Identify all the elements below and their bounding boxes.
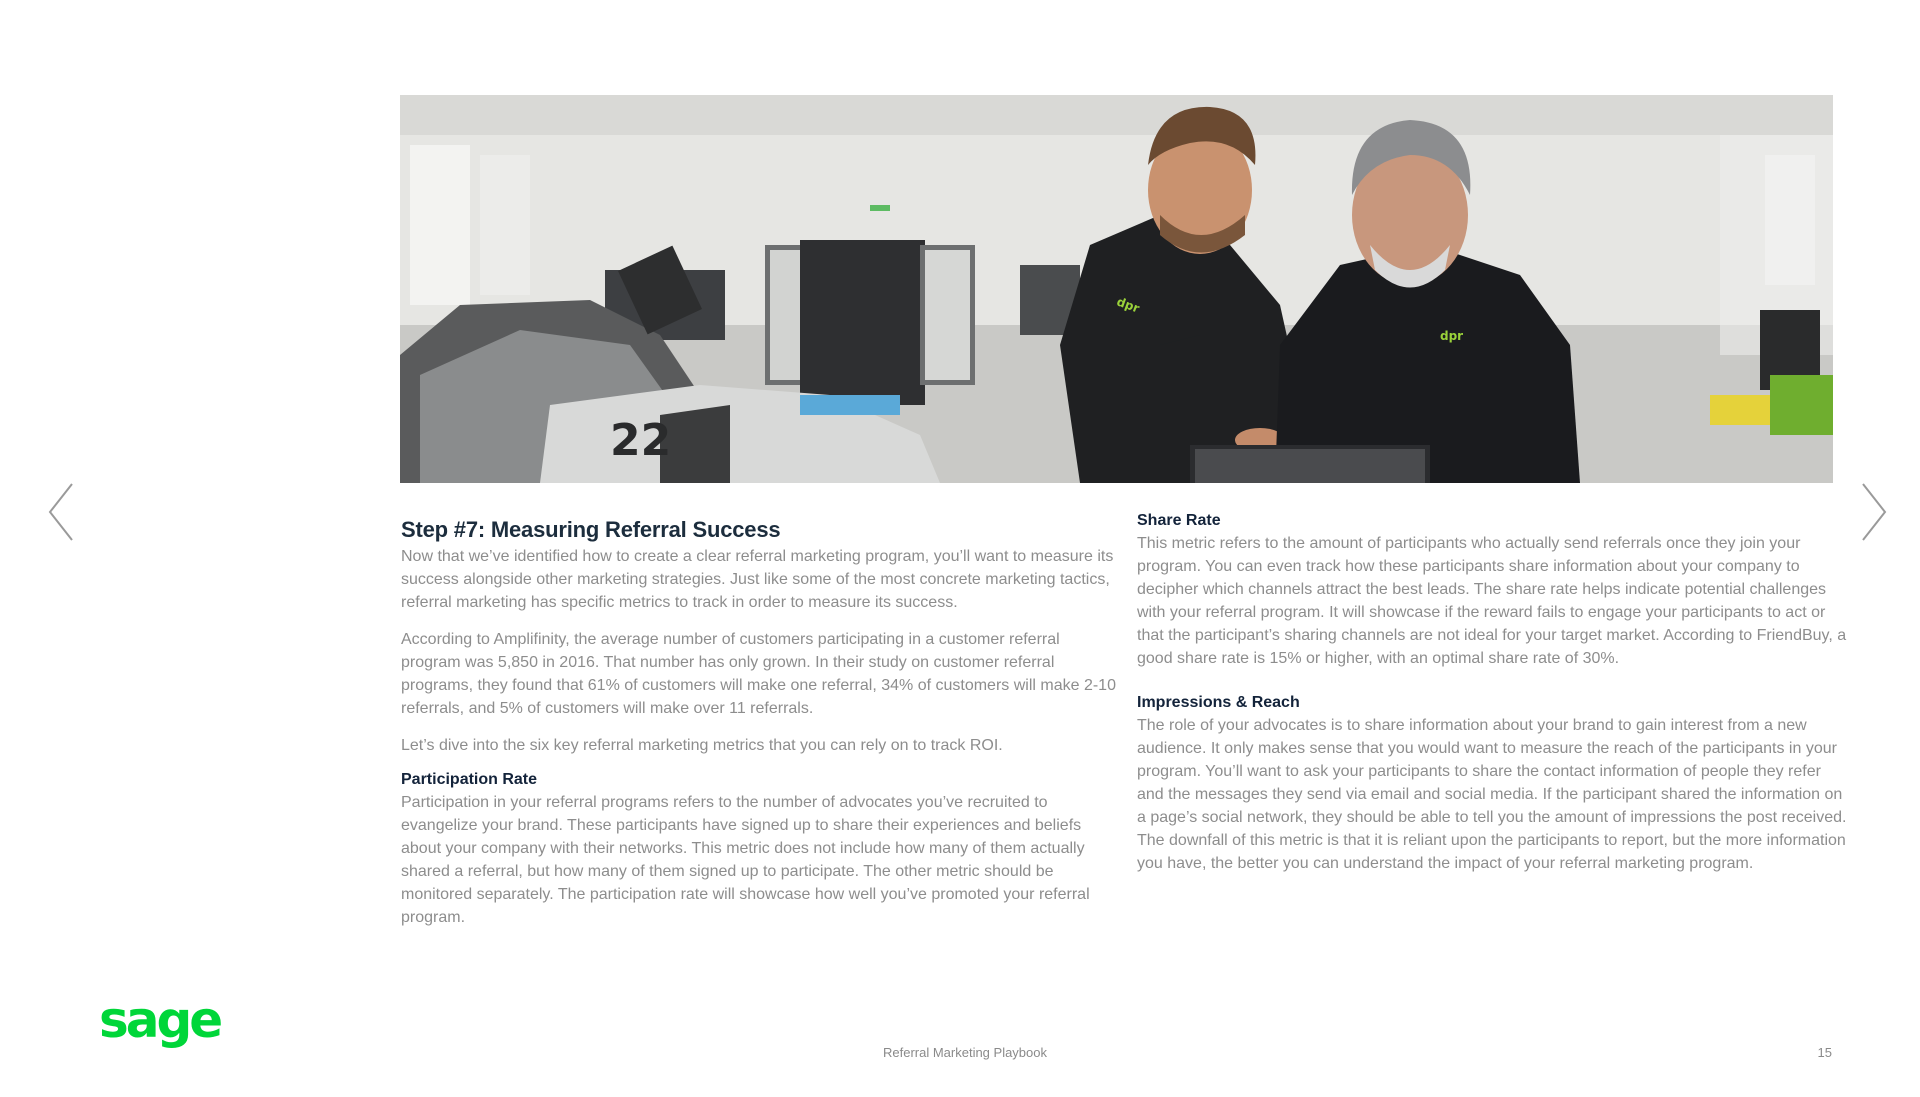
share-rate-heading: Share Rate (1137, 512, 1221, 529)
participation-rate-body: Participation in your referral programs refers to the number of advocates you’ve recruited to evangelize your brand. These participants have signed up to share their experiences and beliefs about your company with their networks. This metric does not include how many of them actually shared a referral, but how many of them signed up to participate. The other metric should be monitored separately. The participation rate will showcase how well you’ve promoted your referral program. (401, 794, 1090, 926)
footer-document-title: Referral Marketing Playbook (882, 1045, 1048, 1060)
impressions-reach-body: The role of your advocates is to share information about your brand to gain interest from a new audience. It only makes sense that you would want to measure the reach of the participants in your program. You’ll want to ask your participants to share the contact information of people they refer and the messages they send via email and social media. If the participant shared the information on a page’s social network, they should be able to tell you the amount of impressions the post received. The downfall of this metric is that it is reliant upon the participants to report, but the more information you have, the better you can understand the impact of your referral marketing program. (1137, 717, 1847, 872)
chevron-left-icon (44, 480, 78, 544)
svg-text:dpr: dpr (1114, 294, 1142, 316)
workshop-photo-illustration (400, 95, 1833, 483)
chevron-right-icon (1857, 480, 1891, 544)
sage-logo: sage (99, 991, 221, 1049)
page-title: Step #7: Measuring Referral Success (401, 517, 781, 542)
previous-page-button[interactable] (44, 480, 78, 544)
share-rate-body: This metric refers to the amount of participants who actually send referrals once they join your program. You can even track how these participants share information about your company to decipher which channels attract the best leads. The share rate helps indicate potential challenges with your referral program. It will showcase if the reward fails to engage your participants to act or that the participant’s sharing channels are not ideal for your target market. According to FriendBuy, a good share rate is 15% or higher, with an optimal share rate of 30%. (1137, 535, 1847, 667)
left-column (401, 512, 1119, 943)
intro-paragraph: Now that we’ve identified how to create a clear referral marketing program, you’ll want to measure its success alongside other marketing strategies. Just like some of the most concrete marketing tactics, referral marketing has specific metrics to track in order to measure its success. (401, 548, 1114, 611)
right-column (1137, 512, 1847, 889)
svg-text:dpr: dpr (1440, 329, 1464, 343)
page-number: 15 (1817, 1045, 1832, 1060)
impressions-reach-heading: Impressions & Reach (1137, 694, 1300, 711)
intro-paragraph: According to Amplifinity, the average number of customers participating in a customer referral program was 5,850 in 2016. That number has only grown. In their study on customer referral programs, they found that 61% of customers will make one referral, 34% of customers will make 2-10 referrals, and 5% of customers will make over 11 referrals. (401, 631, 1116, 717)
participation-rate-heading: Participation Rate (401, 771, 538, 788)
svg-text:22: 22 (610, 415, 672, 466)
intro-paragraph: Let’s dive into the six key referral marketing metrics that you can rely on to track ROI. (401, 737, 1003, 754)
next-page-button[interactable] (1857, 480, 1891, 544)
header-photo (400, 95, 1833, 483)
